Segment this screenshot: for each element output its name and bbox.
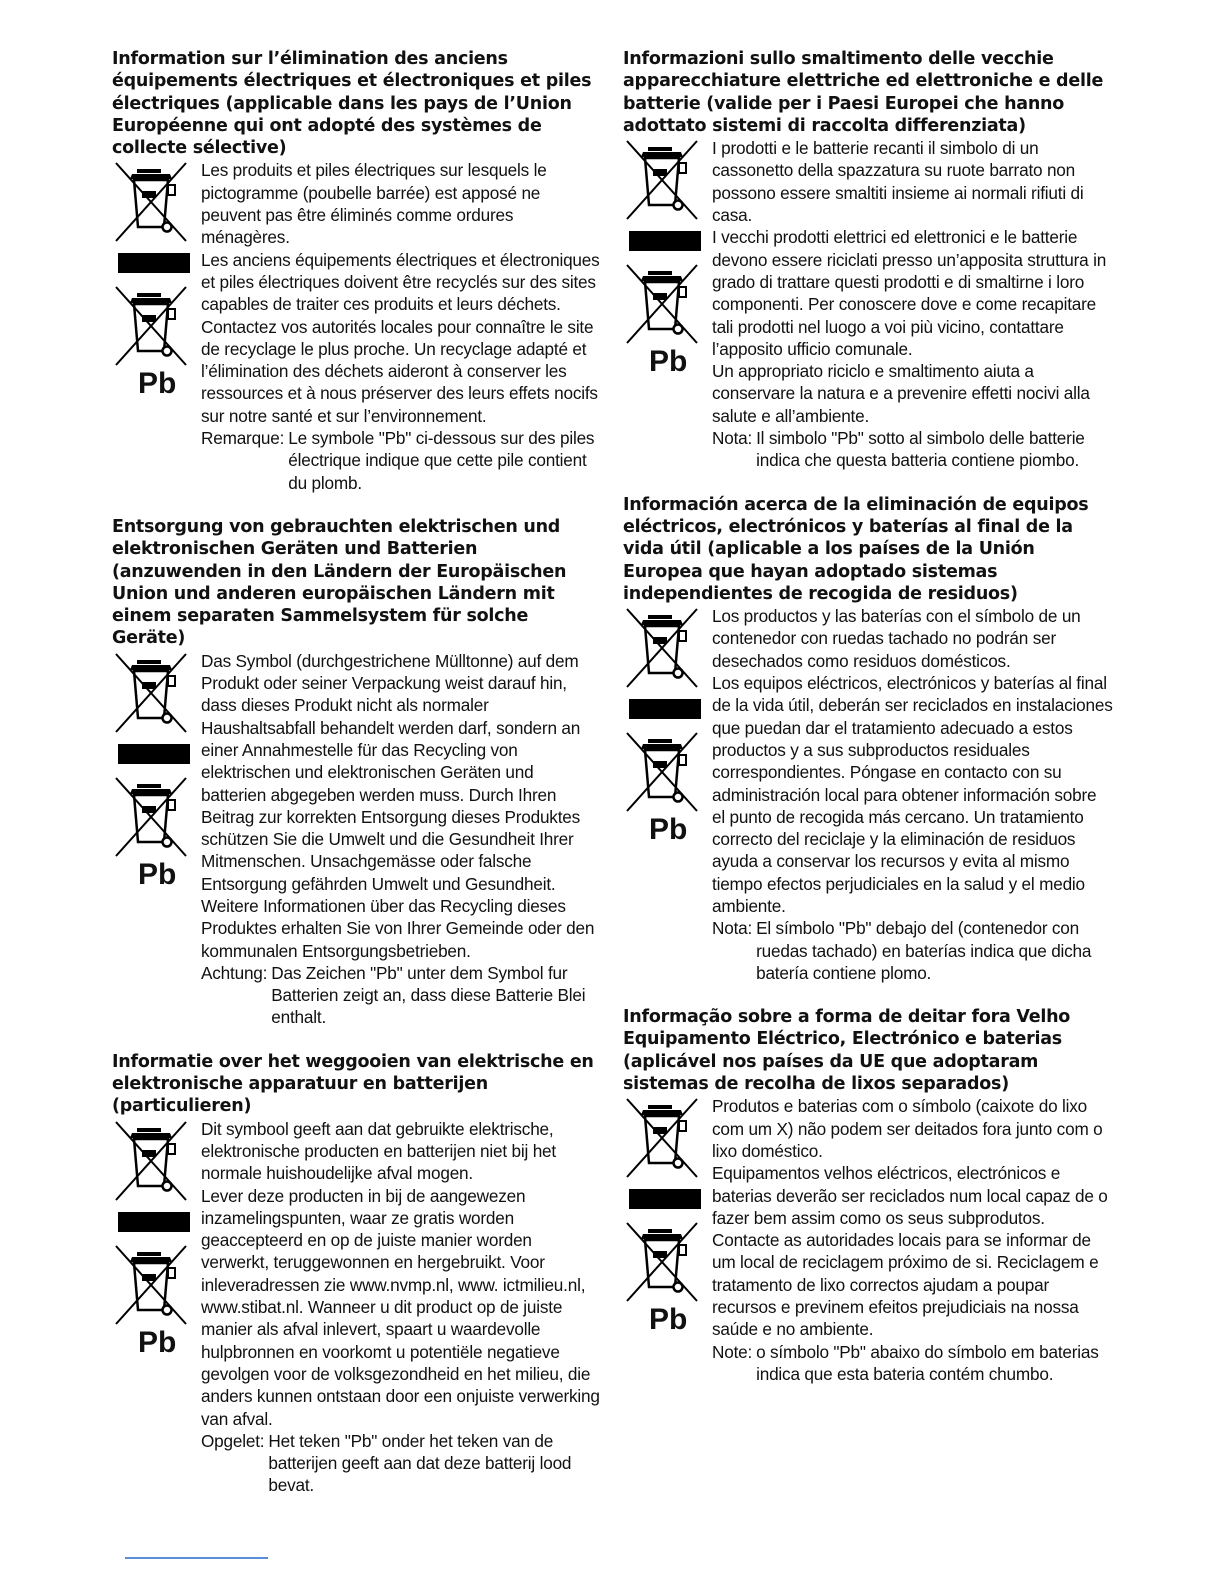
crossed-bin-icon xyxy=(623,605,701,691)
paragraph: Un appropriato riciclo e smaltimento aiuta a conservare la natura e a prevenire effetti nocivi alla salute e all’ambiente. xyxy=(712,361,1090,426)
symbol-group xyxy=(112,650,196,891)
black-bar-icon xyxy=(629,1189,701,1209)
paragraph: Los productos y las baterías con el símbolo de un contenedor con ruedas tachado no podrán ser desechados como residuos domésticos. xyxy=(712,606,1081,671)
section-spanish xyxy=(623,494,1113,985)
section-heading: Informação sobre a forma de deitar fora Velho Equipamento Eléctrico, Electrónico e baterias (aplicável nos países da UE que adoptaram sistemas de recolha de lixos separados) xyxy=(623,1007,1071,1095)
section-german xyxy=(112,516,602,1029)
note xyxy=(201,962,602,1029)
symbol-group xyxy=(112,1118,196,1359)
paragraph: I vecchi prodotti elettrici ed elettronici e le batterie devono essere riciclati presso un’apposita struttura in grado di trattare questi prodotti e di smaltirne i loro componenti. Per conoscere dove e come recapitare tali prodotti nel luogo a voi più vicino, contattare l’apposito ufficio comunale. xyxy=(712,227,1107,359)
lead-symbol: Pb xyxy=(649,345,688,379)
note-label: Note: xyxy=(712,1341,753,1362)
note xyxy=(201,427,602,494)
paragraph: Produtos e baterias com o símbolo (caixote do lixo com um X) não podem ser deitados fora junto com o lixo doméstico. xyxy=(712,1096,1103,1161)
symbol-group xyxy=(623,605,707,847)
symbol-group xyxy=(112,159,196,401)
note-text: Het teken "Pb" onder het teken van de batterijen geeft aan dat deze batterij lood bevat. xyxy=(268,1430,572,1496)
note-label: Nota: xyxy=(712,918,753,939)
crossed-bin-icon xyxy=(112,1118,190,1204)
left-column xyxy=(112,48,602,1519)
paragraph: Les produits et piles électriques sur lesquels le pictogramme (poubelle barrée) est apposé ne peuvent pas être éliminés comme ordures ménagères. xyxy=(201,160,547,248)
right-column xyxy=(623,48,1113,1407)
section-body xyxy=(623,605,1113,984)
paragraph: Das Symbol (durchgestrichene Mülltonne) auf dem Produkt oder seiner Verpackung weist darauf hin, dass dieses Produkt nicht als normaler Haushaltsabfall behandelt werden darf, sondern an einer Annahmestelle für das Recycling von elektrischen und elektronischen Geräten und batterien abgegeben werden muss. Durch Ihren Beitrag zur korrekten Entsorgung dieses Produktes schützen Sie die Umwelt und die Gesundheit Ihrer Mitmenschen. Unsachgemässe oder falsche Entsorgung gefährden Umwelt und Gesundheit. Weitere Informationen über das Recycling dieses Produktes erhalten Sie von Ihrer Gemeinde oder den kommunalen Entsorgungsbetrieben. xyxy=(201,650,595,961)
section-french xyxy=(112,48,602,494)
black-bar-icon xyxy=(118,1212,190,1232)
note-label: Remarque: xyxy=(201,428,285,449)
crossed-bin-icon xyxy=(112,159,190,245)
note-text: Il simbolo "Pb" sotto al simbolo delle batterie indica che questa batteria contiene piombo. xyxy=(756,428,1085,471)
section-heading: Information sur l’élimination des anciens équipements électriques et électroniques et piles électriques (applicable dans les pays de l’Union Européenne qui ont adopté des systèmes de collecte sélective) xyxy=(112,49,592,159)
lead-symbol: Pb xyxy=(138,367,177,401)
note-text: El símbolo "Pb" debajo del (contenedor con ruedas tachado) en baterías indica que dicha batería contiene plomo. xyxy=(756,918,1092,983)
black-bar-icon xyxy=(118,744,190,764)
note-text: o símbolo "Pb" abaixo do símbolo em baterias indica que esta bateria contém chumbo. xyxy=(756,1341,1099,1384)
note xyxy=(712,427,1113,472)
black-bar-icon xyxy=(629,231,701,251)
note-label: Opgelet: xyxy=(201,1430,265,1451)
section-dutch xyxy=(112,1051,602,1497)
note-text: Das Zeichen "Pb" unter dem Symbol fur Batterien zeigt an, dass diese Batterie Blei enthalt. xyxy=(271,962,586,1028)
section-heading: Informatie over het weggooien van elektrische en elektronische apparatuur en batterijen (particulieren) xyxy=(112,1051,594,1117)
black-bar-icon xyxy=(629,699,701,719)
section-body xyxy=(112,159,602,493)
section-heading: Informazioni sullo smaltimento delle vecchie apparecchiature elettriche ed elettroniche e delle batterie (valide per i Paesi Europei che hanno adottato sistemi di raccolta differenziata) xyxy=(623,49,1104,136)
crossed-bin-battery-icon xyxy=(112,774,190,860)
note xyxy=(712,917,1113,984)
section-body xyxy=(623,137,1113,471)
lead-symbol: Pb xyxy=(138,857,177,891)
paragraph: Les anciens équipements électriques et électroniques et piles électriques doivent être recyclés sur des sites capables de traiter ces produits et leurs déchets. Contactez vos autorités locales pour connaître le site de recyclage le plus proche. Un recyclage adapté et l’élimination des déchets aideront à conserver les ressources et à nous préserver des leurs effets nocifs sur notre santé et sur l’environnement. xyxy=(201,249,600,426)
paragraph: Los equipos eléctricos, electrónicos y baterías al final de la vida útil, deberán ser reciclados en instalaciones que puedan dar el tratamiento adecuado a estos productos y a sus subproductos residuales correspondientes. Póngase en contacto con su administración local para obtener información sobre el punto de recogida más cercano. Un tratamiento correcto del reciclaje y la eliminación de residuos ayuda a conservar los recursos y evita al mismo tiempo efectos perjudiciales en la salud y el medio ambiente. xyxy=(712,673,1113,916)
paragraph: I prodotti e le batterie recanti il simbolo di un cassonetto della spazzatura su ruote barrato non possono essere smaltiti insieme ai normali rifiuti di casa. xyxy=(712,138,1084,226)
section-heading: Entsorgung von gebrauchten elektrischen und elektronischen Geräten und Batterien (anzuwenden in den Ländern der Europäischen Union und anderen europäischen Ländern mit einem separaten Sammelsystem für solche Geräte) xyxy=(112,516,567,649)
lead-symbol: Pb xyxy=(649,813,688,847)
crossed-bin-battery-icon xyxy=(623,729,701,815)
paragraph: Equipamentos velhos eléctricos, electrónicos e baterias deverão ser reciclados num local capaz de o fazer bem assim como os seus subprodutos. Contacte as autoridades locais para se informar de um local de reciclagem próximo de si. Reciclagem e tratamento de lixo correctos ajudam a poupar recursos e previnem efeitos prejudiciais na nossa saúde e no ambiente. xyxy=(712,1163,1108,1340)
crossed-bin-icon xyxy=(623,137,701,223)
crossed-bin-battery-icon xyxy=(623,261,701,347)
note-label: Achtung: xyxy=(201,962,268,983)
lead-symbol: Pb xyxy=(649,1303,688,1337)
symbol-group xyxy=(623,137,707,379)
note xyxy=(712,1341,1113,1386)
section-heading: Información acerca de la eliminación de equipos eléctricos, electrónicos y baterías al final de la vida útil (aplicable a los países de la Unión Europea que hayan adoptado sistemas independientes de recogida de residuos) xyxy=(623,494,1089,604)
symbol-group xyxy=(623,1095,707,1337)
crossed-bin-icon xyxy=(112,650,190,736)
paragraph: Dit symbool geeft aan dat gebruikte elektrische, elektronische producten en batterijen niet bij het normale huishoudelijke afval mogen. xyxy=(201,1118,556,1184)
crossed-bin-battery-icon xyxy=(112,1242,190,1328)
crossed-bin-battery-icon xyxy=(112,283,190,369)
note-text: Le symbole "Pb" ci-dessous sur des piles électrique indique que cette pile contient du plomb. xyxy=(288,428,595,493)
lead-symbol: Pb xyxy=(138,1325,177,1359)
black-bar-icon xyxy=(118,253,190,273)
note-label: Nota: xyxy=(712,428,753,449)
footer-rule xyxy=(125,1557,268,1559)
crossed-bin-icon xyxy=(623,1095,701,1181)
section-body xyxy=(112,1118,602,1497)
crossed-bin-battery-icon xyxy=(623,1219,701,1305)
section-body xyxy=(623,1095,1113,1385)
note xyxy=(201,1430,602,1497)
section-body xyxy=(112,650,602,1029)
section-italian xyxy=(623,48,1113,472)
paragraph: Lever deze producten in bij de aangewezen inzamelingspunten, waar ze gratis worden geaccepteerd en op de juiste manier worden verwerkt, teruggewonnen en hergebruikt. Voor inleveradressen zie www.nvmp.nl, www. ictmilieu.nl, www.stibat.nl. Wanneer u dit product op de juiste manier als afval inlevert, spaart u waardevolle hulpbronnen en voorkomt u potentiële negatieve gevolgen voor de volksgezondheid en het milieu, die anders kunnen ontstaan door een onjuiste verwerking van afval. xyxy=(201,1185,600,1429)
section-portuguese xyxy=(623,1006,1113,1385)
